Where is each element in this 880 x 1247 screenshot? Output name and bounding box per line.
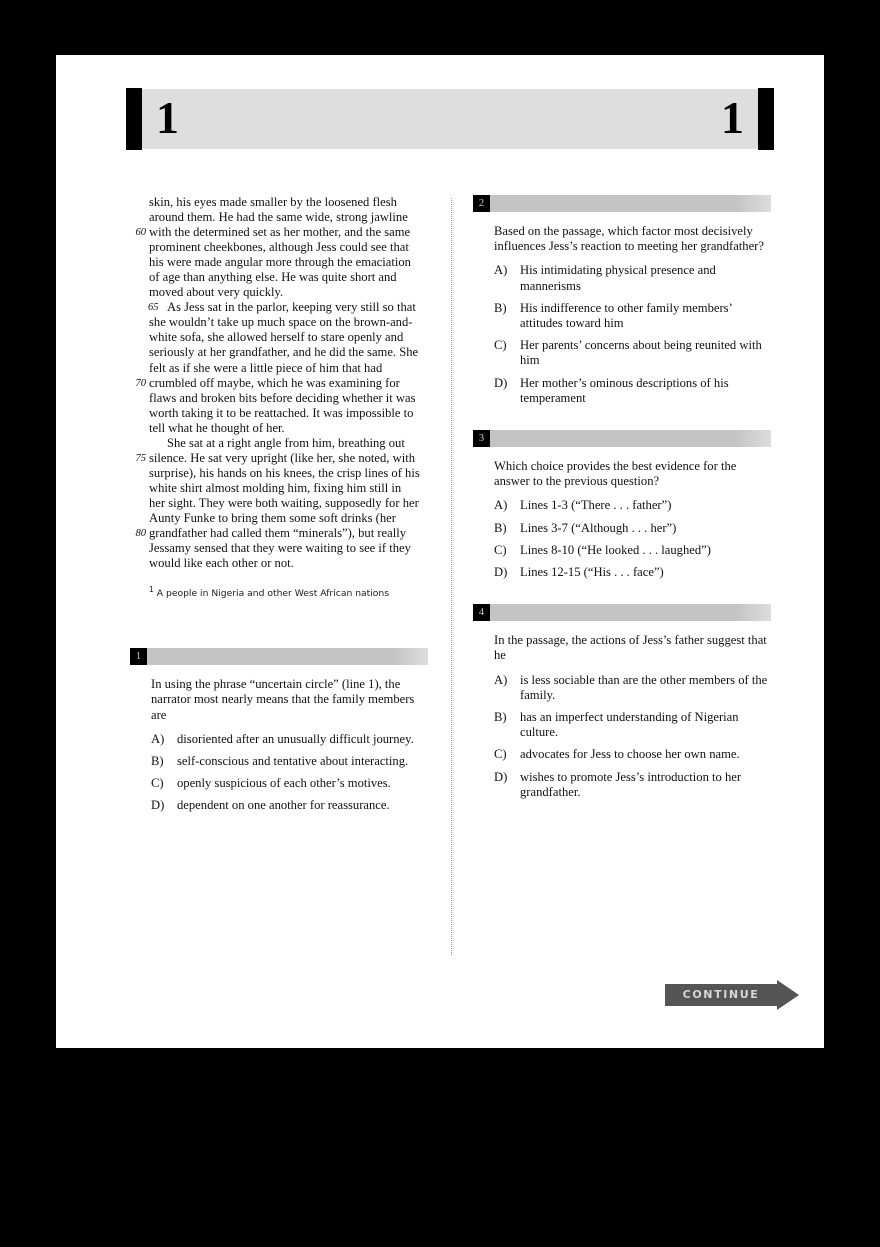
question-number-badge: 1: [130, 648, 147, 665]
passage-line: [130, 270, 428, 285]
answer-choice-text: Lines 8-10 (“He looked . . . laughed”): [520, 542, 711, 557]
answer-choice-letter: B): [151, 754, 164, 769]
answer-choice-text: advocates for Jess to choose her own name.: [520, 747, 740, 762]
left-column: [130, 195, 428, 821]
test-page-sheet: [56, 55, 824, 1048]
answer-choice-letter: C): [494, 747, 507, 762]
answer-choice-list: [473, 498, 771, 580]
passage-line: [130, 511, 428, 526]
answer-choice[interactable]: [494, 710, 771, 740]
passage-line-text: grandfather had called them “minerals”), but really: [149, 526, 407, 541]
question-header-bar: [130, 648, 428, 665]
question-number-badge: 2: [473, 195, 490, 212]
answer-choice[interactable]: [494, 770, 771, 800]
answer-choice[interactable]: [494, 376, 771, 406]
header-band: [142, 89, 758, 149]
answer-choice-text: openly suspicious of each other’s motives.: [177, 776, 391, 791]
answer-choice[interactable]: [494, 543, 771, 558]
answer-choice-letter: C): [494, 338, 507, 353]
passage-line-text: flaws and broken bits before deciding whether it was: [149, 390, 416, 405]
passage-line-text: his were made angular more through the emaciation: [149, 255, 411, 270]
passage-line: [130, 466, 428, 481]
line-number: 80: [135, 528, 146, 540]
header-rule-left: [126, 88, 142, 150]
answer-choice[interactable]: [151, 798, 428, 813]
answer-choice-letter: D): [494, 565, 508, 580]
answer-choice-text: Lines 1-3 (“There . . . father”): [520, 498, 672, 513]
passage-line-text: silence. He sat very upright (like her, she noted, with: [149, 450, 415, 465]
line-number: 70: [135, 377, 146, 389]
passage-line: [130, 195, 428, 210]
passage-line: [130, 481, 428, 496]
answer-choice-text: has an imperfect understanding of Nigerian culture.: [520, 710, 739, 740]
answer-choice-letter: B): [494, 300, 507, 315]
question-block-2: [473, 195, 771, 406]
question-stem: Based on the passage, which factor most decisively influences Jess’s reaction to meeting her grandfather?: [494, 224, 764, 254]
answer-choice-letter: D): [494, 769, 508, 784]
passage-line-text: She sat at a right angle from him, breathing out: [167, 435, 405, 450]
answer-choice-letter: A): [494, 263, 508, 278]
answer-choice[interactable]: [151, 754, 428, 769]
passage-line: [130, 526, 428, 541]
passage-line: [130, 315, 428, 330]
answer-choice-letter: D): [151, 798, 165, 813]
right-column: [473, 195, 771, 807]
answer-choice[interactable]: [494, 263, 771, 293]
passage-line: [130, 361, 428, 376]
answer-choice[interactable]: [151, 776, 428, 791]
question-header-bar: [473, 604, 771, 621]
passage-line-text: around them. He had the same wide, strong jawline: [149, 210, 408, 225]
passage-line: [130, 541, 428, 556]
answer-choice-text: disoriented after an unusually difficult journey.: [177, 731, 414, 746]
reading-passage: [130, 195, 428, 571]
passage-line: [130, 556, 428, 571]
passage-line: [130, 210, 428, 225]
passage-line-text: white sofa, she allowed herself to stare openly and: [149, 330, 404, 345]
passage-line-text: As Jess sat in the parlor, keeping very still so that: [167, 300, 416, 315]
footnote-marker: 1: [149, 585, 154, 595]
question-header-bar: [473, 430, 771, 447]
passage-line-text: would like each other or not.: [149, 556, 294, 571]
answer-choice-list: [130, 732, 428, 814]
answer-choice-letter: C): [151, 776, 164, 791]
section-number-right: 1: [721, 92, 744, 143]
passage-line: [130, 345, 428, 360]
question-block-4: [473, 604, 771, 800]
question-header-bar: [473, 195, 771, 212]
passage-line: [130, 436, 428, 451]
answer-choice-letter: C): [494, 542, 507, 557]
passage-line: [130, 391, 428, 406]
answer-choice-letter: A): [494, 498, 508, 513]
answer-choice-list: [473, 673, 771, 800]
answer-choice-text: wishes to promote Jess’s introduction to her grandfather.: [520, 769, 742, 799]
section-header: [126, 88, 774, 150]
passage-line-text: prominent cheekbones, although Jess could see that: [149, 240, 409, 255]
answer-choice-letter: B): [494, 520, 507, 535]
question-number-badge: 4: [473, 604, 490, 621]
line-number: 60: [135, 227, 146, 239]
passage-line: [130, 240, 428, 255]
answer-choice-letter: A): [151, 731, 165, 746]
passage-line-text: Aunty Funke to bring them some soft drinks (her: [149, 510, 396, 525]
question-block-3: [473, 430, 771, 580]
line-number: 75: [135, 452, 146, 464]
answer-choice-letter: D): [494, 375, 508, 390]
question-stem: In the passage, the actions of Jess’s father suggest that he: [494, 633, 767, 663]
left-question-list: [130, 648, 428, 813]
passage-line-text: of age than anything else. He was quite short and: [149, 270, 397, 285]
continue-button[interactable]: CONTINUE: [665, 984, 777, 1006]
answer-choice-text: dependent on one another for reassurance.: [177, 798, 390, 813]
answer-choice-list: [473, 263, 771, 406]
column-divider: [451, 198, 452, 955]
answer-choice-text: is less sociable than are the other members of the family.: [520, 672, 768, 702]
passage-line: [130, 421, 428, 436]
answer-choice[interactable]: [494, 521, 771, 536]
line-number: 65: [148, 302, 159, 314]
passage-line-text: surprise), his hands on his knees, the crisp lines of his: [149, 465, 420, 480]
answer-choice[interactable]: [494, 747, 771, 762]
passage-line: [130, 255, 428, 270]
passage-line-text: skin, his eyes made smaller by the loosened flesh: [149, 195, 397, 209]
passage-line-text: her sight. They were both waiting, supposedly for her: [149, 495, 419, 510]
continue-arrow-icon[interactable]: [777, 980, 799, 1010]
answer-choice-letter: A): [494, 672, 508, 687]
answer-choice-text: Lines 12-15 (“His . . . face”): [520, 565, 664, 580]
passage-line-text: with the determined set as her mother, and the same: [149, 225, 411, 240]
header-rule-right: [758, 88, 774, 150]
passage-line: [130, 496, 428, 511]
passage-line-text: tell what he thought of her.: [149, 420, 285, 435]
passage-line: [130, 225, 428, 240]
right-question-list: [473, 195, 771, 800]
passage-line: [130, 285, 428, 300]
passage-line-text: felt as if she were a little piece of him that had: [149, 360, 383, 375]
answer-choice[interactable]: [494, 338, 771, 368]
answer-choice-text: Her parents’ concerns about being reunited with him: [520, 338, 762, 368]
passage-footnote: [149, 584, 428, 600]
passage-line: [130, 406, 428, 421]
passage-line: [130, 376, 428, 391]
answer-choice[interactable]: [494, 498, 771, 513]
passage-line-text: she wouldn’t take up much space on the brown-and-: [149, 315, 413, 330]
passage-line: [130, 330, 428, 345]
answer-choice[interactable]: [494, 565, 771, 580]
passage-line-text: moved about very quickly.: [149, 285, 284, 300]
question-number-badge: 3: [473, 430, 490, 447]
passage-line-text: white shirt almost molding him, fixing him still in: [149, 480, 402, 495]
question-block-1: [130, 648, 428, 813]
question-stem: Which choice provides the best evidence for the answer to the previous question?: [494, 459, 737, 489]
passage-line-text: Jessamy sensed that they were waiting to see if they: [149, 541, 411, 556]
passage-line: [130, 300, 428, 315]
answer-choice-text: Her mother’s ominous descriptions of his temperament: [520, 375, 729, 405]
answer-choice[interactable]: [494, 301, 771, 331]
answer-choice-letter: B): [494, 710, 507, 725]
footnote-text: A people in Nigeria and other West African nations: [156, 588, 390, 600]
section-number-left: 1: [156, 92, 179, 143]
passage-line-text: seriously at her grandfather, and he did the same. She: [149, 345, 419, 360]
answer-choice[interactable]: [151, 732, 428, 747]
passage-line: [130, 451, 428, 466]
answer-choice-text: Lines 3-7 (“Although . . . her”): [520, 520, 677, 535]
answer-choice-text: His intimidating physical presence and mannerisms: [520, 263, 716, 293]
passage-line-text: worth taking it to be reattached. It was impossible to: [149, 405, 414, 420]
answer-choice-text: self-conscious and tentative about interacting.: [177, 754, 409, 769]
answer-choice[interactable]: [494, 673, 771, 703]
question-stem: In using the phrase “uncertain circle” (line 1), the narrator most nearly means that the family members are: [151, 677, 415, 722]
passage-line-text: crumbled off maybe, which he was examining for: [149, 375, 400, 390]
answer-choice-text: His indifference to other family members’ attitudes toward him: [520, 300, 732, 331]
